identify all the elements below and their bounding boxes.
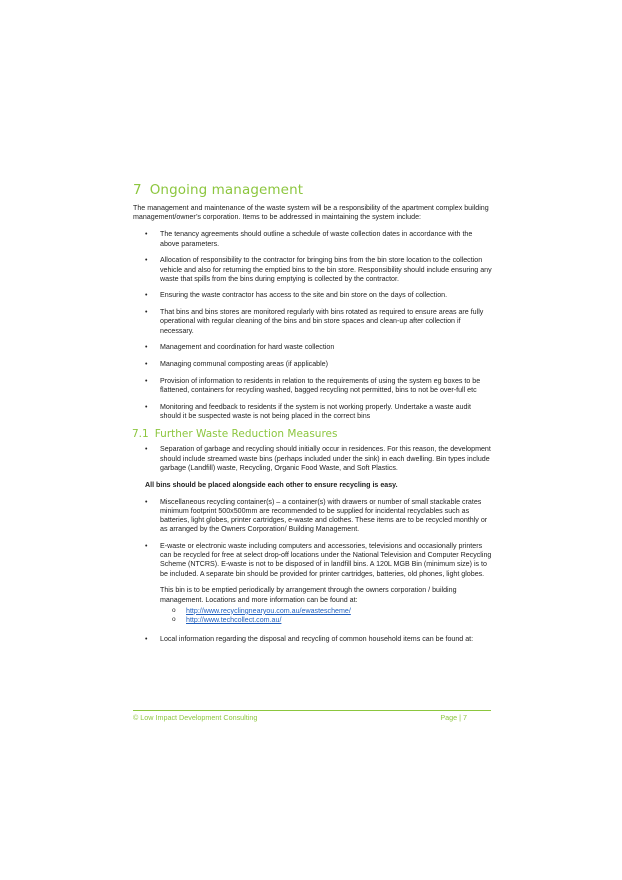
list-item: • Miscellaneous recycling container(s) – a container(s) with drawers or number of small stackable crates minimum footprint 500x500mm are recommended to be supplied for incidental recyclables such as batteries, light globes, printer cartridges, e-waste and clothes. These items are to be recycled monthly or as arranged by the Owners Corporation/ Building Management. [133,498,493,535]
subsection-heading [132,428,493,440]
management-bullet-list [133,230,493,421]
list-item: • Allocation of responsibility to the contractor for bringing bins from the bin store location to the collection vehicle and also for returning the emptied bins to the bin store. Responsibility should include ensuring any waste that spills from the bins during emptying is collected by the contractor. [133,256,493,284]
footer-copyright: © Low Impact Development Consulting [133,713,258,722]
link-item [160,616,493,625]
section-title: Ongoing management [149,182,304,198]
list-item: • That bins and bins stores are monitored regularly with bins rotated as required to ensure areas are fully operational with regular cleaning of the bins and bin store spaces and clean-up after collection if necessary. [133,308,493,336]
recycling-list [133,498,493,579]
list-item: • Management and coordination for hard waste collection [133,343,493,352]
list-item: • Local information regarding the disposal and recycling of common household items can be found at: [133,635,493,644]
local-info-list [133,635,493,644]
link-item [160,607,493,616]
subsection-title: Further Waste Reduction Measures [154,428,338,441]
list-item: • Monitoring and feedback to residents if the system is not working properly. Undertake a waste audit should it be suspected waste is not being placed in the correct bins [133,403,493,421]
list-item: • Ensuring the waste contractor has access to the site and bin store on the days of collection. [133,291,493,300]
list-item: • Managing communal composting areas (if applicable) [133,360,493,369]
page-content [133,182,493,652]
subsection-number: 7.1 [132,428,149,441]
list-item: • The tenancy agreements should outline a schedule of waste collection dates in accordance with the above parameters. [133,230,493,248]
waste-reduction-list [133,445,493,473]
recyclingnearyou-link[interactable]: http://www.recyclingnearyou.com.au/ewastescheme/ [186,606,351,615]
section-number: 7 [133,182,142,198]
section-intro: The management and maintenance of the waste system will be a responsibility of the apartment complex building management/owner’s corporation. Items to be addressed in maintaining the system include: [133,204,489,222]
page-footer [133,710,491,722]
list-item: • Provision of information to residents in relation to the requirements of using the system eg boxes to be flattened, containers for recycling washed, bagged recycling not permitted, bins to not be over-full etc [133,377,493,395]
footer-page-number: Page | 7 [440,713,467,722]
list-item: • E-waste or electronic waste including computers and accessories, televisions and occasionally printers can be recycled for free at select drop-off locations under the National Television and Computer Recycling Scheme (NTCRS). E-waste is not to be disposed of in landfill bins. A 120L MGB Bin (minimum size) is to be included. A separate bin should be provided for printer cartridges, batteries, old phones, light globes. [133,542,493,579]
bold-note: All bins should be placed alongside each other to ensure recycling is easy. [145,480,398,489]
section-heading [133,182,493,198]
bin-note: This bin is to be emptied periodically by arrangement through the owners corporation / building management. Locations and more information can be found at: [160,586,457,604]
link-list [160,607,493,625]
list-item: • Separation of garbage and recycling should initially occur in residences. For this reason, the development should include streamed waste bins (perhaps included under the sink) in each dwelling. Bin types include garbage (Landfill) waste, Recycling, Organic Food Waste, and Soft Plastics. [133,445,493,473]
techcollect-link[interactable]: http://www.techcollect.com.au/ [186,616,282,624]
